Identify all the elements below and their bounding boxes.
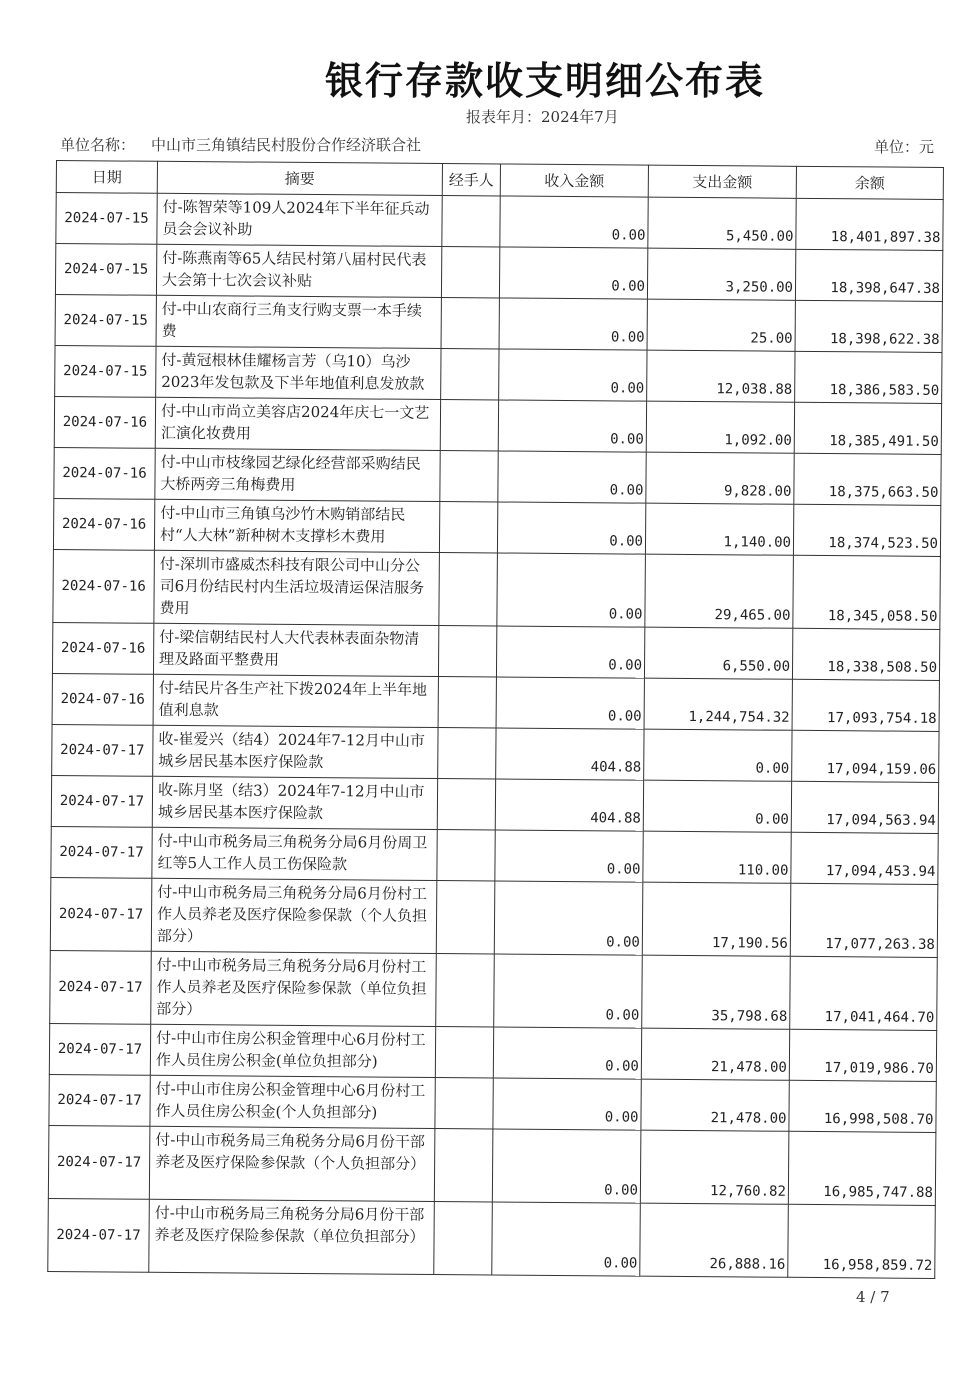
row-balance: 16,958,859.72 [788,1204,936,1278]
row-summary: 付-中山市尚立美容店2024年庆七一文艺汇演化妆费用 [155,397,440,450]
column-header-date: 日期 [56,161,157,194]
row-handler [439,553,498,626]
row-balance: 17,077,263.38 [790,883,938,957]
row-summary: 付-深圳市盛威杰科技有限公司中山分公司6月份结民村内生活垃圾清运保洁服务费用 [154,550,440,625]
table-row [49,1023,936,1081]
table-row [55,294,942,352]
row-balance: 17,019,986.70 [789,1029,936,1081]
ledger-body [48,193,943,1279]
table-row [51,826,938,884]
row-summary: 付-陈智荣等109人2024年下半年征兵动员会会议补助 [157,193,442,246]
unit-name-line [60,134,421,155]
table-row [53,498,940,556]
row-income: 0.00 [492,1129,641,1203]
row-date: 2024-07-17 [52,724,153,776]
row-expense: 21,478.00 [641,1028,789,1080]
row-income: 0.00 [500,196,648,248]
row-balance: 17,041,464.70 [790,956,938,1030]
row-income: 0.00 [492,1202,641,1276]
row-summary: 收-陈月坚（结3）2024年7-12月中山市城乡居民基本医疗保险款 [152,776,437,829]
row-handler [438,626,496,677]
row-summary: 付-陈燕南等65人结民村第八届村民代表大会第十七次会议补贴 [156,244,441,297]
row-handler [440,451,498,502]
row-expense: 1,140.00 [645,503,793,555]
unit-name-label: 单位名称： [60,136,136,154]
row-date: 2024-07-16 [52,673,153,725]
row-income: 0.00 [498,451,646,503]
table-row [48,1198,936,1278]
row-income: 0.00 [496,626,644,678]
row-date: 2024-07-15 [56,193,157,245]
row-summary: 收-崔爱兴（结4）2024年7-12月中山市城乡居民基本医疗保险款 [153,725,438,778]
row-income: 0.00 [499,349,647,401]
row-handler [436,954,495,1027]
unit-name: 中山市三角镇结民村股份合作经济联合社 [151,136,422,154]
row-date: 2024-07-17 [48,1198,150,1272]
row-expense: 21,478.00 [641,1079,789,1131]
table-row [51,775,938,833]
report-title: 银行存款收支明细公布表 [324,59,765,103]
column-header-balance: 余额 [796,166,943,199]
row-income: 0.00 [497,502,645,554]
row-handler [441,298,499,349]
table-row [49,1074,936,1132]
table-row [48,1125,936,1205]
row-expense: 17,190.56 [642,882,791,956]
row-summary: 付-中山市税务局三角税务分局6月份村工作人员养老及医疗保险参保款（个人负担部分） [151,878,437,953]
row-handler [439,502,497,553]
row-handler [438,677,496,728]
row-handler [434,1129,493,1202]
table-row [55,345,942,403]
row-handler [435,1027,493,1078]
row-expense: 1,092.00 [646,401,794,453]
column-header-summary: 摘要 [157,161,442,195]
row-handler [435,1078,493,1129]
row-income: 0.00 [494,954,643,1028]
row-summary: 付-中山市枝缘园艺绿化经营部采购结民大桥两旁三角梅费用 [155,448,440,501]
table-row [50,877,938,957]
row-income: 404.88 [495,779,643,831]
row-date: 2024-07-17 [49,1023,150,1075]
row-date: 2024-07-15 [55,244,156,296]
row-date: 2024-07-16 [53,498,154,550]
report-period: 报表年月：2024年7月 [466,108,619,126]
row-date: 2024-07-15 [55,345,156,397]
row-expense: 5,450.00 [648,197,796,249]
row-expense: 26,888.16 [640,1203,789,1277]
row-date: 2024-07-17 [51,775,152,827]
table-row [52,622,939,680]
row-expense: 0.00 [644,729,792,781]
row-date: 2024-07-17 [49,1074,150,1126]
row-expense: 12,760.82 [640,1130,789,1204]
row-summary: 付-中山市三角镇乌沙竹木购销部结民村“人大林”新种树木支撑杉木费用 [154,499,439,552]
row-handler [438,728,496,779]
row-balance: 16,985,747.88 [788,1131,936,1205]
row-balance: 18,345,058.50 [793,555,941,629]
column-header-handler: 经手人 [442,164,500,196]
table-row [53,549,941,629]
row-balance: 18,401,897.38 [796,198,943,250]
row-balance: 18,338,508.50 [792,628,939,680]
row-income: 0.00 [498,400,646,452]
row-handler [436,881,495,954]
row-date: 2024-07-16 [54,396,155,448]
row-balance: 18,375,663.50 [794,453,941,505]
row-income: 0.00 [494,881,643,955]
table-row [54,447,941,505]
row-date: 2024-07-16 [53,549,155,623]
table-row [52,673,939,731]
row-balance: 18,398,647.38 [795,249,942,301]
row-summary: 付-中山市税务局三角税务分局6月份周卫红等5人工作人员工伤保险款 [152,827,437,880]
row-expense: 6,550.00 [644,627,792,679]
row-balance: 18,385,491.50 [794,402,941,454]
row-expense: 29,465.00 [645,554,794,628]
table-row [55,244,942,302]
row-summary: 付-黄冠根林佳耀杨言芳（乌10）乌沙2023年发包款及下半年地值利息发放款 [156,346,441,399]
row-summary: 付-中山农商行三角支行购支票一本手续费 [156,295,441,348]
row-balance: 17,094,453.94 [791,832,938,884]
row-expense: 110.00 [643,831,791,883]
row-handler [437,779,495,830]
row-balance: 18,398,622.38 [795,300,942,352]
table-row [54,396,941,454]
row-handler [434,1202,493,1275]
row-income: 0.00 [495,830,643,882]
row-balance: 16,998,508.70 [789,1080,936,1132]
row-balance: 17,094,159.06 [792,730,939,782]
row-summary: 付-中山市税务局三角税务分局6月份村工作人员养老及医疗保险参保款（单位负担部分） [151,951,437,1026]
row-date: 2024-07-16 [52,622,153,674]
row-date: 2024-07-17 [51,826,152,878]
row-handler [440,400,498,451]
row-balance: 17,093,754.18 [792,679,939,731]
row-handler [441,247,499,298]
row-balance: 17,094,563.94 [791,781,938,833]
row-balance: 18,386,583.50 [795,351,942,403]
page-number: 4 / 7 [856,1288,890,1306]
row-handler [442,196,500,247]
row-date: 2024-07-17 [50,877,152,951]
row-handler [441,349,499,400]
row-expense: 9,828.00 [646,452,794,504]
table-row [52,724,939,782]
row-income: 0.00 [497,553,646,627]
row-date: 2024-07-17 [50,950,152,1024]
row-expense: 25.00 [647,299,795,351]
row-expense: 1,244,754.32 [644,678,792,730]
row-income: 0.00 [496,677,644,729]
column-header-expense: 支出金额 [648,165,796,198]
row-expense: 3,250.00 [647,248,795,300]
row-handler [437,830,495,881]
table-row [56,193,943,251]
row-date: 2024-07-15 [55,294,156,346]
row-expense: 12,038.88 [647,350,795,402]
row-expense: 35,798.68 [642,955,791,1029]
row-income: 0.00 [499,298,647,350]
row-income: 0.00 [493,1027,641,1079]
row-summary: 付-中山市住房公积金管理中心6月份村工作人员住房公积金(个人负担部分) [150,1075,435,1128]
row-summary: 付-中山市税务局三角税务分局6月份干部养老及医疗保险参保款（单位负担部分） [149,1199,435,1274]
row-income: 404.88 [496,728,644,780]
row-expense: 0.00 [643,780,791,832]
row-summary: 付-梁信朝结民村人大代表林表面杂物清理及路面平整费用 [153,623,438,676]
row-summary: 付-中山市税务局三角税务分局6月份干部养老及医疗保险参保款（个人负担部分） [149,1126,435,1201]
row-income: 0.00 [493,1078,641,1130]
row-summary: 付-结民片各生产社下拨2024年上半年地值利息款 [153,674,438,727]
row-income: 0.00 [499,247,647,299]
row-date: 2024-07-17 [48,1125,150,1199]
ledger-table [47,160,944,1279]
row-summary: 付-中山市住房公积金管理中心6月份村工作人员住房公积金(单位负担部分) [150,1024,435,1077]
row-date: 2024-07-16 [54,447,155,499]
column-header-income: 收入金额 [500,164,648,197]
row-balance: 18,374,523.50 [793,504,940,556]
currency-unit: 单位：元 [873,138,934,156]
table-row [50,950,938,1030]
